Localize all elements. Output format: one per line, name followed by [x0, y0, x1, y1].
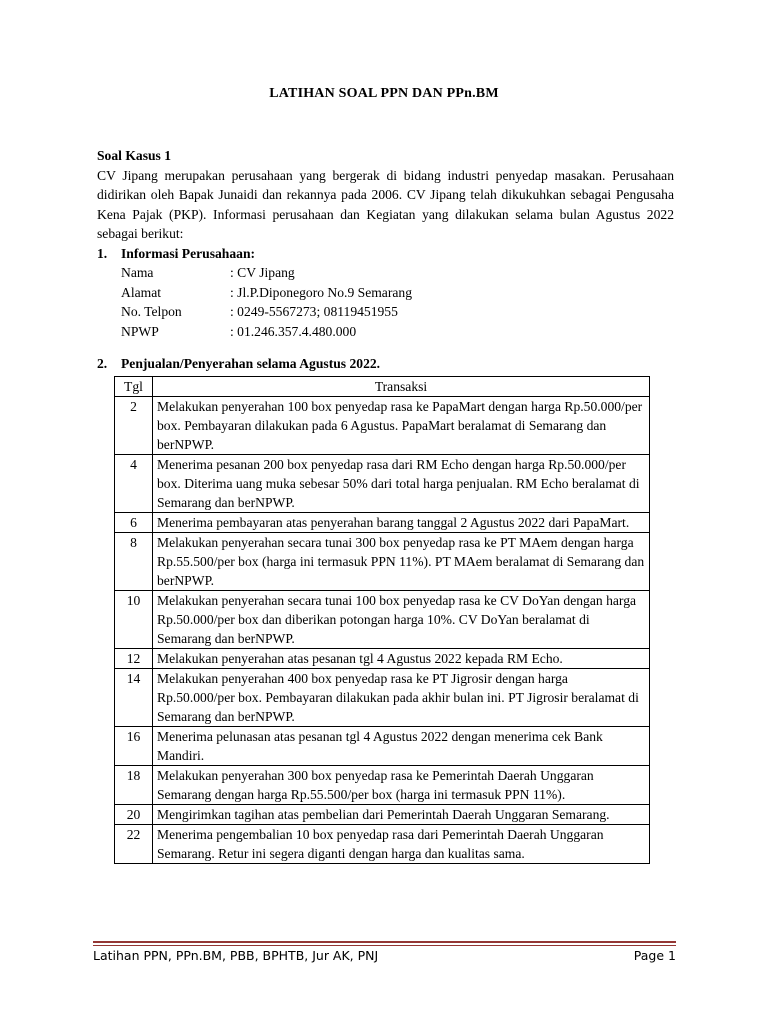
cell-tgl: 14 — [115, 669, 153, 727]
section1-title: Informasi Perusahaan: — [121, 245, 256, 261]
info-value: : 0249-5567273; 08119451955 — [230, 304, 398, 319]
cell-tgl: 12 — [115, 649, 153, 669]
column-header-tgl: Tgl — [115, 377, 153, 397]
section2-heading — [97, 354, 674, 374]
info-row — [121, 302, 412, 322]
cell-tgl: 8 — [115, 533, 153, 591]
cell-transaksi: Menerima pengembalian 10 box penyedap rasa dari Pemerintah Daerah Unggaran Semarang. Retur ini segera diganti dengan harga dan kualitas sama. — [153, 825, 650, 864]
page-footer — [93, 948, 676, 963]
cell-tgl: 10 — [115, 591, 153, 649]
table-row — [115, 513, 650, 533]
transactions-table — [114, 376, 650, 864]
table-row — [115, 825, 650, 864]
footer-rule-thin — [93, 945, 676, 946]
section1-heading — [97, 244, 674, 264]
table-row — [115, 455, 650, 513]
cell-transaksi: Melakukan penyerahan 400 box penyedap rasa ke PT Jigrosir dengan harga Rp.50.000/per box. Pembayaran dilakukan pada akhir bulan ini. PT Jigrosir beralamat di Semarang dan berNPWP. — [153, 669, 650, 727]
intro-paragraph: CV Jipang merupakan perusahaan yang bergerak di bidang industri penyedap masakan. Perusahaan didirikan oleh Bapak Junaidi dan rekannya pada 2006. CV Jipang telah dikukuhkan sebagai Pengusaha Kena Pajak (PKP). Informasi perusahaan dan Kegiatan yang dilakukan selama bulan Agustus 2022 sebagai berikut: — [97, 167, 674, 241]
cell-transaksi: Mengirimkan tagihan atas pembelian dari Pemerintah Daerah Unggaran Semarang. — [153, 805, 650, 825]
cell-transaksi: Melakukan penyerahan secara tunai 100 box penyedap rasa ke CV DoYan dengan harga Rp.50.000/per box dan diberikan potongan harga 10%. CV DoYan beralamat di Semarang dan berNPWP. — [153, 591, 650, 649]
page-title: LATIHAN SOAL PPN DAN PPn.BM — [269, 86, 499, 101]
column-header-transaksi: Transaksi — [153, 377, 650, 397]
table-row — [115, 649, 650, 669]
table-row — [115, 669, 650, 727]
cell-tgl: 4 — [115, 455, 153, 513]
info-row — [121, 322, 412, 342]
page-label: Page — [633, 948, 665, 963]
company-info-table — [121, 263, 412, 341]
section1-number: 1. — [97, 245, 108, 261]
cell-tgl: 2 — [115, 397, 153, 455]
cell-transaksi: Menerima pembayaran atas penyerahan barang tanggal 2 Agustus 2022 dari PapaMart. — [153, 513, 650, 533]
info-label: NPWP — [121, 323, 159, 339]
info-label: Nama — [121, 265, 154, 280]
info-value: : 01.246.357.4.480.000 — [230, 323, 357, 339]
info-label: No. Telpon — [121, 304, 182, 319]
info-row — [121, 283, 412, 303]
info-row — [121, 263, 412, 283]
cell-transaksi: Melakukan penyerahan 300 box penyedap rasa ke Pemerintah Daerah Unggaran Semarang dengan harga Rp.55.500/per box (harga ini termasuk PPN 11%). — [153, 766, 650, 805]
cell-tgl: 16 — [115, 727, 153, 766]
table-row — [115, 805, 650, 825]
section2-number: 2. — [97, 356, 108, 371]
cell-tgl: 20 — [115, 805, 153, 825]
table-header-row — [115, 377, 650, 397]
cell-transaksi: Melakukan penyerahan atas pesanan tgl 4 Agustus 2022 kepada RM Echo. — [153, 649, 650, 669]
cell-transaksi: Melakukan penyerahan secara tunai 300 box penyedap rasa ke PT MAem dengan harga Rp.55.500/per box (harga ini termasuk PPN 11%). PT MAem beralamat di Semarang dan berNPWP. — [153, 533, 650, 591]
section2-title: Penjualan/Penyerahan selama Agustus 2022. — [121, 356, 381, 371]
cell-transaksi: Melakukan penyerahan 100 box penyedap rasa ke PapaMart dengan harga Rp.50.000/per box. Pembayaran dilakukan pada 6 Agustus. PapaMart beralamat di Semarang dan berNPWP. — [153, 397, 650, 455]
table-row — [115, 533, 650, 591]
table-row — [115, 591, 650, 649]
cell-tgl: 22 — [115, 825, 153, 864]
cell-transaksi: Menerima pesanan 200 box penyedap rasa dari RM Echo dengan harga Rp.50.000/per box. Diterima uang muka sebesar 50% dari total harga penjualan. RM Echo beralamat di Semarang dan berNPWP. — [153, 455, 650, 513]
cell-tgl: 18 — [115, 766, 153, 805]
footer-text: Latihan PPN, PPn.BM, PBB, BPHTB, Jur AK, PNJ — [93, 948, 379, 963]
case-block — [97, 146, 674, 341]
footer-rule-thick — [93, 941, 676, 943]
page-number: 1 — [668, 948, 676, 963]
page-indicator — [634, 948, 676, 963]
cell-transaksi: Menerima pelunasan atas pesanan tgl 4 Agustus 2022 dengan menerima cek Bank Mandiri. — [153, 727, 650, 766]
table-row — [115, 727, 650, 766]
case-heading: Soal Kasus 1 — [97, 148, 172, 163]
table-row — [115, 766, 650, 805]
table-row — [115, 397, 650, 455]
info-value: : Jl.P.Diponegoro No.9 Semarang — [230, 284, 412, 300]
info-value: : CV Jipang — [230, 265, 295, 280]
section2-block — [97, 354, 674, 374]
info-label: Alamat — [121, 284, 162, 300]
cell-tgl: 6 — [115, 513, 153, 533]
